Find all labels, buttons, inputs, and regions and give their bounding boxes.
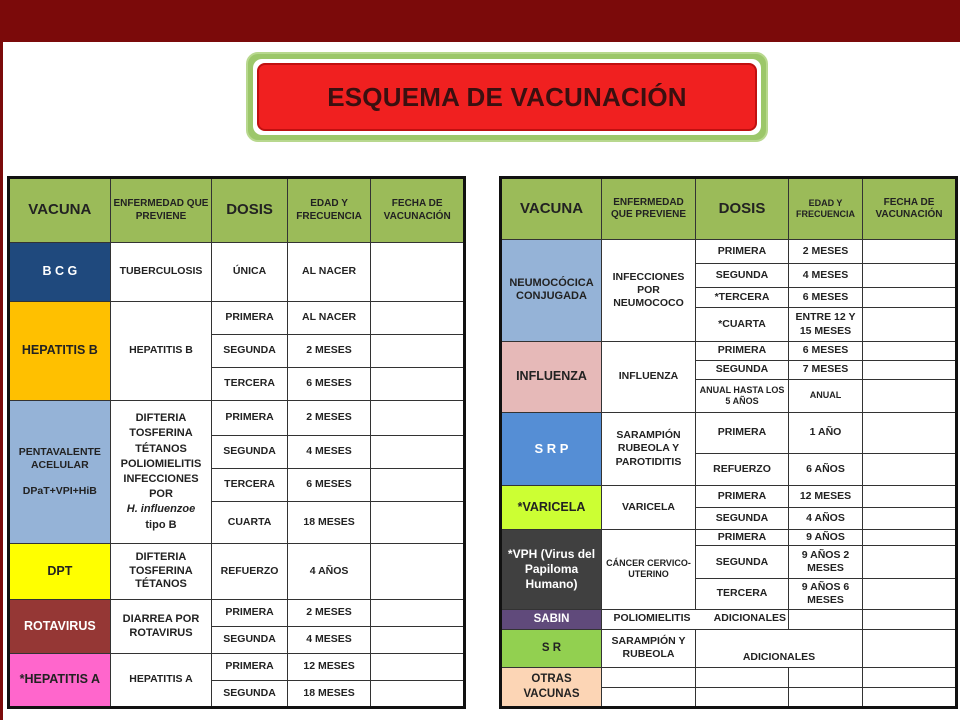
dose-cell: *TERCERA xyxy=(696,288,789,308)
blank-cell[interactable] xyxy=(789,667,863,687)
age-cell: ANUAL xyxy=(789,379,863,412)
age-cell: 4 AÑOS xyxy=(789,508,863,530)
date-cell[interactable] xyxy=(371,654,465,681)
header-enfermedad: ENFERMEDAD QUE PREVIENE xyxy=(110,178,212,243)
dose-cell: PRIMERA xyxy=(212,654,287,681)
dose-cell: CUARTA xyxy=(212,502,287,544)
dose-cell: PRIMERA xyxy=(696,486,789,508)
age-cell: AL NACER xyxy=(287,302,371,335)
blank-cell[interactable] xyxy=(602,687,696,707)
vaccine-name-neumococica: NEUMOCÓCICA CONJUGADA xyxy=(501,240,602,341)
date-cell[interactable] xyxy=(863,308,957,341)
age-cell: 6 AÑOS xyxy=(789,453,863,485)
disease-cell: DIFTERIA TOSFERINA TÉTANOS xyxy=(110,544,212,600)
dose-cell: TERCERA xyxy=(212,469,287,502)
blank-cell[interactable] xyxy=(602,667,696,687)
vaccine-name-vph: *VPH (Virus del Papiloma Humano) xyxy=(501,530,602,609)
dose-cell: *CUARTA xyxy=(696,308,789,341)
vaccine-name-pentavalente xyxy=(9,401,111,544)
vaccine-name-rotavirus: ROTAVIRUS xyxy=(9,600,111,654)
dose-cell: ADICIONALES xyxy=(696,629,863,667)
left-vaccine-table xyxy=(7,176,466,709)
disease-text-italic: H. influenzoe xyxy=(126,503,196,516)
table-row xyxy=(9,654,465,681)
disease-cell: SARAMPIÓN Y RUBEOLA xyxy=(602,629,696,667)
table-row xyxy=(9,544,465,600)
date-cell[interactable] xyxy=(863,609,957,629)
age-cell: 2 MESES xyxy=(287,401,371,436)
date-cell[interactable] xyxy=(371,302,465,335)
vaccine-name-varicela: *VARICELA xyxy=(501,486,602,530)
age-cell: 6 MESES xyxy=(287,368,371,401)
table-header-row xyxy=(9,178,465,243)
pentavalente-name: PENTAVALENTE ACELULAR xyxy=(18,446,101,472)
disease-cell: CÁNCER CERVICO-UTERINO xyxy=(602,530,696,609)
dose-cell: REFUERZO xyxy=(696,453,789,485)
date-cell[interactable] xyxy=(371,544,465,600)
date-cell[interactable] xyxy=(371,401,465,436)
age-cell: 2 MESES xyxy=(287,600,371,627)
table-row xyxy=(9,600,465,627)
pentavalente-formula: DPaT+VPI+HiB xyxy=(22,484,97,497)
left-edge-band xyxy=(0,42,3,720)
disease-text-tipo: tipo B xyxy=(145,518,177,531)
date-cell[interactable] xyxy=(863,288,957,308)
age-cell: ENTRE 12 Y 15 MESES xyxy=(789,308,863,341)
vaccine-name-srp: S R P xyxy=(501,412,602,485)
vaccine-name-otras: OTRAS VACUNAS xyxy=(501,667,602,707)
sabin-disease: POLIOMIELITIS xyxy=(613,612,691,625)
vaccine-name-dpt: DPT xyxy=(9,544,111,600)
age-cell: 12 MESES xyxy=(789,486,863,508)
date-cell[interactable] xyxy=(863,687,957,707)
disease-cell-pentavalente xyxy=(110,401,212,544)
age-cell: 9 AÑOS xyxy=(789,530,863,546)
date-cell[interactable] xyxy=(371,469,465,502)
sabin-dose: ADICIONALES xyxy=(713,612,786,625)
dose-cell: TERCERA xyxy=(212,368,287,401)
dose-cell: SEGUNDA xyxy=(212,627,287,654)
dose-cell: PRIMERA xyxy=(212,302,287,335)
table-row xyxy=(501,667,957,687)
disease-cell: HEPATITIS B xyxy=(110,302,212,401)
age-cell: 7 MESES xyxy=(789,360,863,379)
header-fecha: FECHA DE VACUNACIÓN xyxy=(863,178,957,240)
vaccine-name-hepatitis-a: *HEPATITIS A xyxy=(9,654,111,708)
vaccine-name-influenza: INFLUENZA xyxy=(501,341,602,412)
header-enfermedad: ENFERMEDAD QUE PREVIENE xyxy=(602,178,696,240)
age-cell: 18 MESES xyxy=(287,681,371,708)
table-row xyxy=(501,609,957,629)
dose-cell: SEGUNDA xyxy=(696,360,789,379)
dose-cell: ÚNICA xyxy=(212,243,287,302)
dose-cell: ANUAL HASTA LOS 5 AÑOS xyxy=(696,379,789,412)
header-vacuna: VACUNA xyxy=(501,178,602,240)
dose-cell: PRIMERA xyxy=(696,240,789,264)
disease-cell: DIARREA POR ROTAVIRUS xyxy=(110,600,212,654)
date-cell[interactable] xyxy=(863,240,957,264)
date-cell[interactable] xyxy=(863,546,957,579)
age-cell: 2 MESES xyxy=(287,335,371,368)
table-row xyxy=(501,341,957,360)
table-row xyxy=(9,401,465,436)
age-cell: 1 AÑO xyxy=(789,412,863,453)
dose-cell: SEGUNDA xyxy=(212,436,287,469)
date-cell[interactable] xyxy=(863,508,957,530)
date-cell[interactable] xyxy=(371,368,465,401)
date-cell[interactable] xyxy=(371,335,465,368)
header-dosis: DOSIS xyxy=(696,178,789,240)
age-cell: 4 MESES xyxy=(287,627,371,654)
page-title: ESQUEMA DE VACUNACIÓN xyxy=(257,63,757,131)
table-row xyxy=(9,302,465,335)
dose-cell: SEGUNDA xyxy=(212,681,287,708)
table-row xyxy=(501,240,957,264)
disease-cell: HEPATITIS A xyxy=(110,654,212,708)
age-cell: 4 MESES xyxy=(287,436,371,469)
header-edad: EDAD Y FRECUENCIA xyxy=(789,178,863,240)
disease-cell: INFECCIONES POR NEUMOCOCO xyxy=(602,240,696,341)
age-cell: 9 AÑOS 2 MESES xyxy=(789,546,863,579)
table-row xyxy=(501,412,957,453)
disease-cell: SARAMPIÓN RUBEOLA Y PAROTIDITIS xyxy=(602,412,696,485)
blank-cell[interactable] xyxy=(696,667,789,687)
age-cell: 4 AÑOS xyxy=(287,544,371,600)
age-cell xyxy=(789,609,863,629)
age-cell: 6 MESES xyxy=(287,469,371,502)
date-cell[interactable] xyxy=(371,436,465,469)
header-fecha: FECHA DE VACUNACIÓN xyxy=(371,178,465,243)
dose-cell: REFUERZO xyxy=(212,544,287,600)
date-cell[interactable] xyxy=(863,486,957,508)
date-cell[interactable] xyxy=(863,453,957,485)
vaccine-name-sr: S R xyxy=(501,629,602,667)
date-cell[interactable] xyxy=(863,360,957,379)
date-cell[interactable] xyxy=(863,341,957,360)
dose-cell: SEGUNDA xyxy=(696,508,789,530)
dose-cell: TERCERA xyxy=(696,579,789,609)
right-vaccine-table xyxy=(499,176,958,709)
header-dosis: DOSIS xyxy=(212,178,287,243)
dose-cell: PRIMERA xyxy=(696,412,789,453)
age-cell: 6 MESES xyxy=(789,288,863,308)
age-cell: 18 MESES xyxy=(287,502,371,544)
age-cell: 4 MESES xyxy=(789,264,863,288)
date-cell[interactable] xyxy=(863,579,957,609)
date-cell[interactable] xyxy=(863,379,957,412)
date-cell[interactable] xyxy=(863,264,957,288)
top-color-band xyxy=(0,0,960,42)
dose-cell: SEGUNDA xyxy=(696,546,789,579)
header-vacuna: VACUNA xyxy=(9,178,111,243)
dose-cell: SEGUNDA xyxy=(212,335,287,368)
date-cell[interactable] xyxy=(371,502,465,544)
dose-cell: PRIMERA xyxy=(212,600,287,627)
table-header-row xyxy=(501,178,957,240)
disease-text: DIFTERIA TOSFERINA TÉTANOS POLIOMIELITIS INFECCIONES POR xyxy=(120,412,202,501)
age-cell: AL NACER xyxy=(287,243,371,302)
table-row xyxy=(501,530,957,546)
date-cell[interactable] xyxy=(371,243,465,302)
dose-cell: PRIMERA xyxy=(696,341,789,360)
disease-cell: TUBERCULOSIS xyxy=(110,243,212,302)
title-banner-inner xyxy=(253,59,761,135)
title-banner xyxy=(246,52,768,142)
date-cell[interactable] xyxy=(863,667,957,687)
disease-cell: INFLUENZA xyxy=(602,341,696,412)
vaccine-name-sabin: SABIN xyxy=(501,609,602,629)
date-cell[interactable] xyxy=(863,629,957,667)
disease-cell: VARICELA xyxy=(602,486,696,530)
date-cell[interactable] xyxy=(371,600,465,627)
header-edad: EDAD Y FRECUENCIA xyxy=(287,178,371,243)
table-row xyxy=(501,486,957,508)
disease-cell xyxy=(602,609,789,629)
blank-cell[interactable] xyxy=(696,687,789,707)
date-cell[interactable] xyxy=(863,530,957,546)
table-row xyxy=(9,243,465,302)
sabin-split xyxy=(602,610,788,629)
dose-cell: SEGUNDA xyxy=(696,264,789,288)
age-cell: 2 MESES xyxy=(789,240,863,264)
age-cell: 9 AÑOS 6 MESES xyxy=(789,579,863,609)
vaccine-name-hepatitis-b: HEPATITIS B xyxy=(9,302,111,401)
vaccine-name-bcg: B C G xyxy=(9,243,111,302)
table-row xyxy=(501,629,957,667)
date-cell[interactable] xyxy=(371,627,465,654)
age-cell: 12 MESES xyxy=(287,654,371,681)
date-cell[interactable] xyxy=(371,681,465,708)
dose-cell: PRIMERA xyxy=(696,530,789,546)
date-cell[interactable] xyxy=(863,412,957,453)
age-cell: 6 MESES xyxy=(789,341,863,360)
blank-cell[interactable] xyxy=(789,687,863,707)
dose-cell: PRIMERA xyxy=(212,401,287,436)
